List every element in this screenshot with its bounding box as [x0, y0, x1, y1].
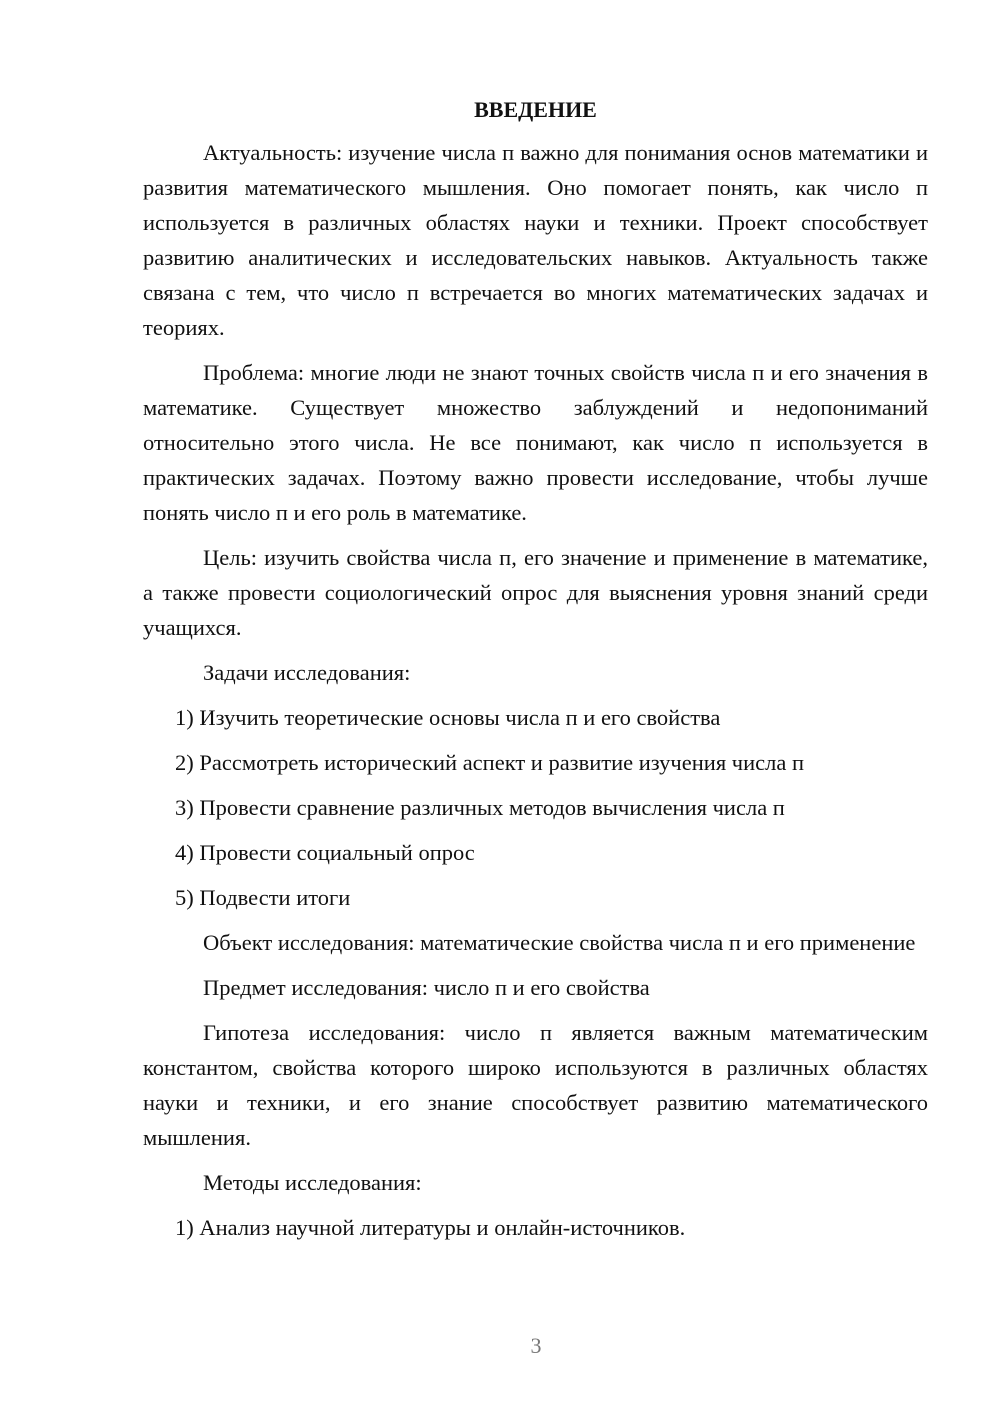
list-item: 3) Провести сравнение различных методов вычисления числа п [175, 795, 785, 820]
goal-paragraph: Цель: изучить свойства числа п, его значение и применение в математике, а также провести социологический опрос для выяснения уровня знаний среди учащихся. [143, 545, 928, 640]
list-item: 2) Рассмотреть исторический аспект и развитие изучения числа п [175, 750, 805, 775]
list-item: 1) Анализ научной литературы и онлайн-источников. [175, 1215, 686, 1240]
page-number: 3 [530, 1333, 542, 1358]
list-item: 5) Подвести итоги [175, 885, 351, 910]
methods-list [143, 1210, 928, 1245]
list-item: 1) Изучить теоретические основы числа п и его свойства [175, 705, 721, 730]
tasks-heading: Задачи исследования: [203, 660, 411, 685]
page-title: ВВЕДЕНИЕ [474, 97, 597, 122]
problem-paragraph: Проблема: многие люди не знают точных свойств числа п и его значения в математике. Существует множество заблуждений и недопониманий относительно этого числа. Не все понимают, как число п используется в практических задачах. Поэтому важно провести исследование, чтобы лучше понять число п и его роль в математике. [143, 360, 928, 525]
object-paragraph: Объект исследования: математические свойства числа п и его применение [203, 930, 916, 955]
methods-heading: Методы исследования: [203, 1170, 422, 1195]
page-content [143, 92, 928, 1255]
list-item: 4) Провести социальный опрос [175, 840, 475, 865]
relevance-paragraph: Актуальность: изучение числа п важно для понимания основ математики и развития математического мышления. Оно помогает понять, как число п используется в различных областях науки и техники. Проект способствует развитию аналитических и исследовательских навыков. Актуальность также связана с тем, что число п встречается во многих математических задачах и теориях. [143, 140, 928, 340]
subject-paragraph: Предмет исследования: число п и его свойства [203, 975, 650, 1000]
hypothesis-paragraph: Гипотеза исследования: число п является важным математическим константом, свойства которого широко используются в различных областях науки и техники, и его знание способствует развитию математического мышления. [143, 1020, 928, 1150]
tasks-list [143, 700, 928, 915]
